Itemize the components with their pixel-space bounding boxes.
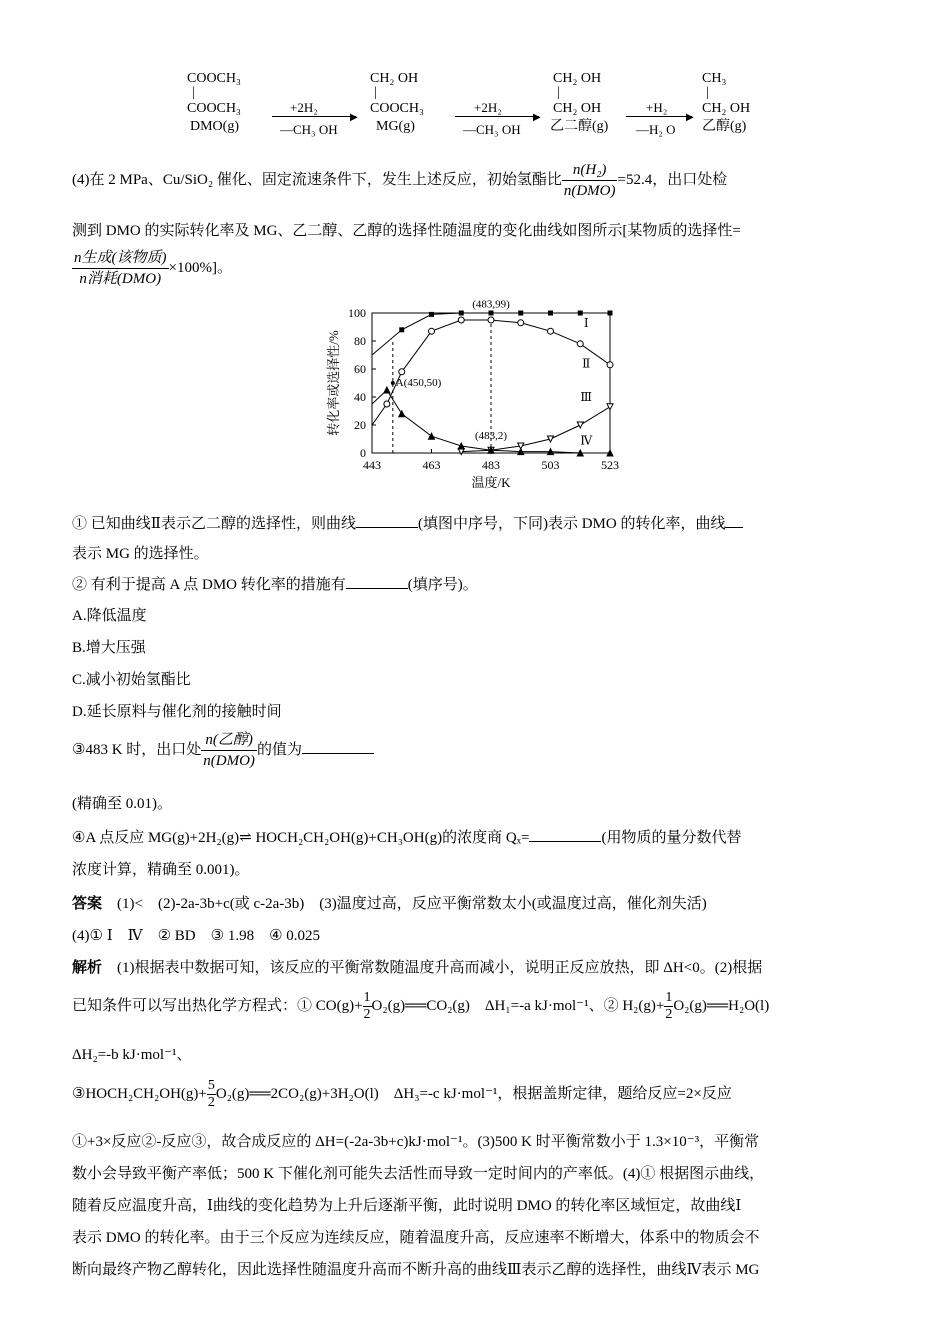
data-point (488, 317, 494, 323)
data-point (458, 317, 464, 323)
series-label-Ⅱ: Ⅱ (582, 356, 591, 371)
analysis-text: 已知条件可以写出热化学方程式：① CO(g)+ (72, 997, 363, 1014)
annotation-label: A(450,50) (395, 376, 442, 389)
frac-num: 1 (363, 990, 371, 1005)
arrow2-bottom: —CH₃ OH (463, 122, 521, 137)
h2-dmo-ratio (562, 160, 618, 201)
frac-num: n生成(该物质) (72, 248, 169, 269)
frac-den: n消耗(DMO) (79, 271, 162, 287)
analysis-text: O₂(g)══H₂O(l) (673, 997, 770, 1014)
point-a (391, 381, 395, 385)
conversion-selectivity-chart (322, 298, 632, 495)
q4-text-b: (用物质的量分数代替 (601, 830, 742, 846)
answer-blank[interactable] (529, 827, 601, 842)
analysis-line2 (72, 990, 769, 1023)
bond: | (192, 85, 195, 100)
bond: | (374, 85, 377, 100)
q1-text-b: (填图中序号，下同)表示 DMO 的转化率，曲线 (417, 516, 726, 532)
sel-tail: ×100%]。 (168, 259, 232, 276)
data-point (578, 311, 583, 316)
q3-text-a: ③483 K 时，出口处 (72, 741, 202, 758)
data-point (607, 404, 613, 410)
q4-intro-a: (4)在 2 MPa、Cu/SiO₂ 催化、固定流速条件下，发生上述反应，初始氢酯比 (72, 171, 562, 188)
five-half-frac (207, 1078, 216, 1111)
data-point (384, 401, 390, 407)
eg-bottom: CH₂ OH (553, 101, 602, 116)
q4-3 (72, 730, 374, 771)
data-point (577, 341, 583, 347)
analysis-line6: 数小会导致平衡产率低；500 K 下催化剂可能失去活性而导致一定时间内的产率低。(4)① 根据图示曲线， (72, 1166, 765, 1182)
reaction-arrow (272, 116, 356, 117)
ethanol-bottom: CH₂ OH (702, 101, 751, 116)
arrow2-top: +2H₂ (474, 100, 502, 115)
answer-text: (1)< (2)-2a-3b+c(或 c-2a-3b) (3)温度过高，反应平衡常数太小(或温度过高，催化剂失活) (117, 896, 707, 912)
answer-blank[interactable] (302, 739, 374, 754)
arrow-head: ▶ (686, 112, 694, 123)
answer-label: 答案 (72, 896, 103, 912)
bond: | (706, 85, 709, 100)
option-a: A.降低温度 (72, 608, 147, 624)
analysis-line1 (72, 956, 762, 977)
q4-4-cont: 浓度计算，精确至 0.001)。 (72, 862, 250, 878)
data-point (399, 411, 405, 417)
frac-num: n(H₂) (562, 160, 618, 181)
frac-num: n(乙醇) (201, 730, 257, 751)
data-point (608, 311, 613, 316)
arrow3-bottom: —H₂ O (636, 122, 676, 137)
frac-num: 5 (207, 1078, 215, 1093)
data-point (489, 311, 494, 316)
reaction-arrow (626, 116, 692, 117)
y-tick-label: 40 (354, 390, 366, 404)
data-point (548, 311, 553, 316)
ethanol-label: 乙醇(g) (702, 119, 747, 134)
q4-4 (72, 826, 741, 847)
data-point (518, 320, 524, 326)
q4-line2: 测到 DMO 的实际转化率及 MG、乙二醇、乙醇的选择性随温度的变化曲线如图所示[某物质的选择性= (72, 223, 741, 239)
dmo-top: COOCH₃ (187, 71, 241, 86)
analysis-text: ③HOCH₂CH₂OH(g)+ (72, 1085, 207, 1102)
q2-tail: (填序号)。 (407, 577, 478, 593)
answer-line1 (72, 892, 707, 913)
arrow1-bottom: —CH₃ OH (280, 122, 338, 137)
option-c: C.减小初始氢酯比 (72, 672, 191, 688)
x-tick-label: 483 (482, 458, 500, 472)
frac-num: 1 (665, 990, 673, 1005)
arrow-head: ▶ (533, 112, 541, 123)
frac-den: n(DMO) (563, 183, 616, 199)
q4-text-a: ④A 点反应 MG(g)+2H₂(g)⇌ HOCH₂CH₂OH(g)+CH₃OH(g)的浓度商 Qₓ= (72, 830, 530, 846)
data-point (577, 422, 583, 428)
data-point (429, 312, 434, 317)
series-label-Ⅲ: Ⅲ (580, 390, 592, 405)
answer-blank[interactable] (346, 574, 408, 589)
answer-blank[interactable] (356, 513, 418, 528)
q4-1-cont: 表示 MG 的选择性。 (72, 546, 209, 562)
data-point (459, 311, 464, 316)
analysis-line8: 表示 DMO 的转化率。由于三个反应为连续反应，随着温度升高，反应速率不断增大，体系中的物质会不 (72, 1230, 760, 1246)
x-tick-label: 443 (363, 458, 381, 472)
selectivity-frac (72, 248, 169, 289)
arrow3-top: +H₂ (646, 100, 668, 115)
x-tick-label: 523 (601, 458, 619, 472)
analysis-text: (1)根据表中数据可知，该反应的平衡常数随温度升高而减小，说明正反应放热，即 ΔH<0。(2)根据 (117, 960, 763, 976)
answer-blank[interactable] (725, 513, 743, 528)
q2-text: ② 有利于提高 A 点 DMO 转化率的措施有 (72, 577, 346, 593)
data-point (429, 328, 435, 334)
q4-intro (72, 160, 727, 201)
selectivity-def (72, 248, 232, 289)
y-tick-label: 20 (354, 418, 366, 432)
frac-den: 2 (665, 1007, 673, 1022)
analysis-label: 解析 (72, 960, 103, 976)
analysis-text: O₂(g)══CO₂(g) ΔH₁=-a kJ·mol⁻¹、② H₂(g)+ (371, 997, 665, 1014)
annotation-label: (483,99) (472, 298, 510, 311)
data-point (399, 327, 404, 332)
mg-bottom: COOCH₃ (370, 101, 424, 116)
x-tick-label: 463 (422, 458, 441, 472)
analysis-line9: 断向最终产物乙醇转化，因此选择性随温度升高而不断升高的曲线Ⅲ表示乙醇的选择性，曲线Ⅳ表示 MG (72, 1262, 760, 1278)
analysis-line5: ①+3×反应②-反应③，故合成反应的 ΔH=(-2a-3b+c)kJ·mol⁻¹。(3)500 K 时平衡常数小于 1.3×10⁻³，平衡常 (72, 1134, 760, 1150)
x-tick-label: 503 (541, 458, 560, 472)
dmo-label: DMO(g) (190, 119, 239, 134)
analysis-line4 (72, 1078, 732, 1111)
arrow-head: ▶ (350, 112, 358, 123)
mg-top: CH₂ OH (370, 71, 419, 86)
option-d: D.延长原料与催化剂的接触时间 (72, 704, 282, 720)
data-point (518, 311, 523, 316)
q4-1 (72, 512, 743, 533)
ethanol-dmo-ratio (201, 730, 257, 771)
q3-text-b: 的值为 (256, 741, 302, 758)
y-tick-label: 100 (348, 306, 366, 320)
ethanol-top: CH₃ (702, 71, 727, 86)
mg-label: MG(g) (376, 119, 415, 134)
q4-intro-b: =52.4，出口处检 (617, 171, 728, 188)
frac-den: 2 (363, 1007, 371, 1022)
option-b: B.增大压强 (72, 640, 146, 656)
q4-2 (72, 573, 478, 594)
x-axis-label: 温度/K (471, 475, 511, 490)
q4-3-cont: (精确至 0.01)。 (72, 796, 172, 812)
eg-label: 乙二醇(g) (550, 119, 609, 134)
frac-den: n(DMO) (203, 753, 255, 769)
y-tick-label: 80 (354, 334, 366, 348)
analysis-line3: ΔH₂=-b kJ·mol⁻¹、 (72, 1047, 192, 1063)
analysis-text: O₂(g)══2CO₂(g)+3H₂O(l) ΔH₃=-c kJ·mol⁻¹，根据盖斯定律，题给反应=2×反应 (215, 1085, 732, 1102)
series-label-Ⅳ: Ⅳ (580, 433, 593, 448)
half-frac (363, 990, 372, 1023)
data-point (548, 328, 554, 334)
half-frac (664, 990, 673, 1023)
bond: | (557, 85, 560, 100)
annotation-label: (483,2) (474, 430, 508, 442)
data-point (607, 362, 613, 368)
data-point (399, 369, 405, 375)
reaction-arrow (455, 116, 539, 117)
series-label-Ⅰ: Ⅰ (583, 316, 589, 330)
analysis-line7: 随着反应温度升高，Ⅰ曲线的变化趋势为上升后逐渐平衡，此时说明 DMO 的转化率区域恒定，故曲线Ⅰ (72, 1198, 742, 1214)
y-axis-label: 转化率或选择性/% (326, 330, 341, 436)
y-tick-label: 60 (354, 362, 366, 376)
dmo-bottom: COOCH₃ (187, 101, 241, 116)
data-point (384, 387, 390, 393)
eg-top: CH₂ OH (553, 71, 602, 86)
frac-den: 2 (207, 1095, 215, 1110)
arrow1-top: +2H₂ (290, 100, 318, 115)
answer-line2: (4)① Ⅰ Ⅳ ② BD ③ 1.98 ④ 0.025 (72, 928, 321, 944)
q1-text-a: ① 已知曲线Ⅱ表示乙二醇的选择性，则曲线 (72, 516, 356, 532)
y-tick-label: 0 (360, 446, 366, 460)
